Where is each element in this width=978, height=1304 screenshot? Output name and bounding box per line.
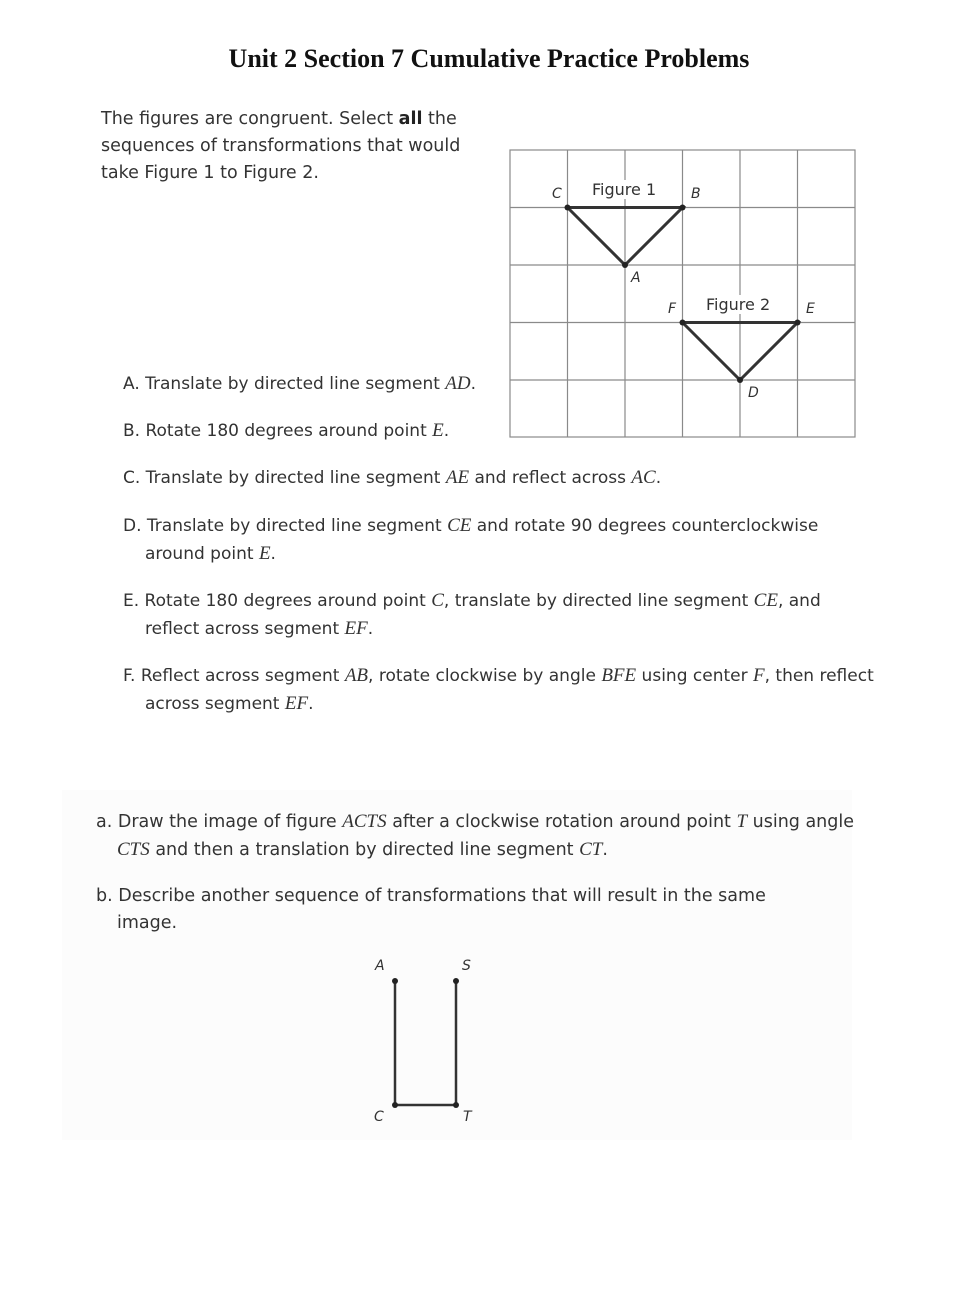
point-d [737, 377, 743, 383]
point-t [453, 1102, 459, 1108]
option-e: E. Rotate 180 degrees around point C, translate by directed line segment CE, and reflect across segment EF. [123, 590, 821, 639]
point-c [392, 1102, 398, 1108]
point-b [680, 205, 686, 211]
page-title: Unit 2 Section 7 Cumulative Practice Problems [228, 44, 750, 73]
label-t: T [463, 1109, 472, 1125]
option-c: C. Translate by directed line segment AE and reflect across AC. [123, 467, 662, 488]
problem2-part-a: a. Draw the image of figure ACTS after a clockwise rotation around point T using angle CTS and then a translation by directed line segment CT. [96, 811, 855, 860]
label-c: C [552, 186, 562, 202]
point-a [392, 978, 398, 984]
option-f: F. Reflect across segment AB, rotate clockwise by angle BFE using center F, then reflect across segment EF. [123, 665, 874, 714]
point-c [565, 205, 571, 211]
figure-acts-shape [395, 981, 456, 1105]
point-e [795, 320, 801, 326]
label-s: S [462, 958, 471, 974]
label-a: A [631, 270, 641, 286]
label-f: F [668, 301, 677, 317]
label-c: C [374, 1109, 384, 1125]
point-f [680, 320, 686, 326]
point-s [453, 978, 459, 984]
point-a [622, 262, 628, 268]
figure-acts [360, 950, 490, 1130]
label-e: E [806, 301, 815, 317]
figure-1-label: Figure 1 [592, 180, 657, 199]
problem1-intro: The figures are congruent. Select all the sequences of transformations that would take Figure 1 to Figure 2. [101, 109, 461, 183]
problem2-part-b: b. Describe another sequence of transformations that will result in the same image. [96, 886, 766, 933]
figure-2-label: Figure 2 [706, 295, 771, 314]
option-b: B. Rotate 180 degrees around point E. [123, 420, 450, 441]
label-a: A [375, 958, 385, 974]
emphasis-all: all [398, 109, 423, 129]
label-b: B [691, 186, 701, 202]
label-d: D [748, 385, 759, 401]
option-a: A. Translate by directed line segment AD. [123, 373, 477, 394]
option-d: D. Translate by directed line segment CE and rotate 90 degrees counterclockwise around point E. [123, 515, 819, 564]
